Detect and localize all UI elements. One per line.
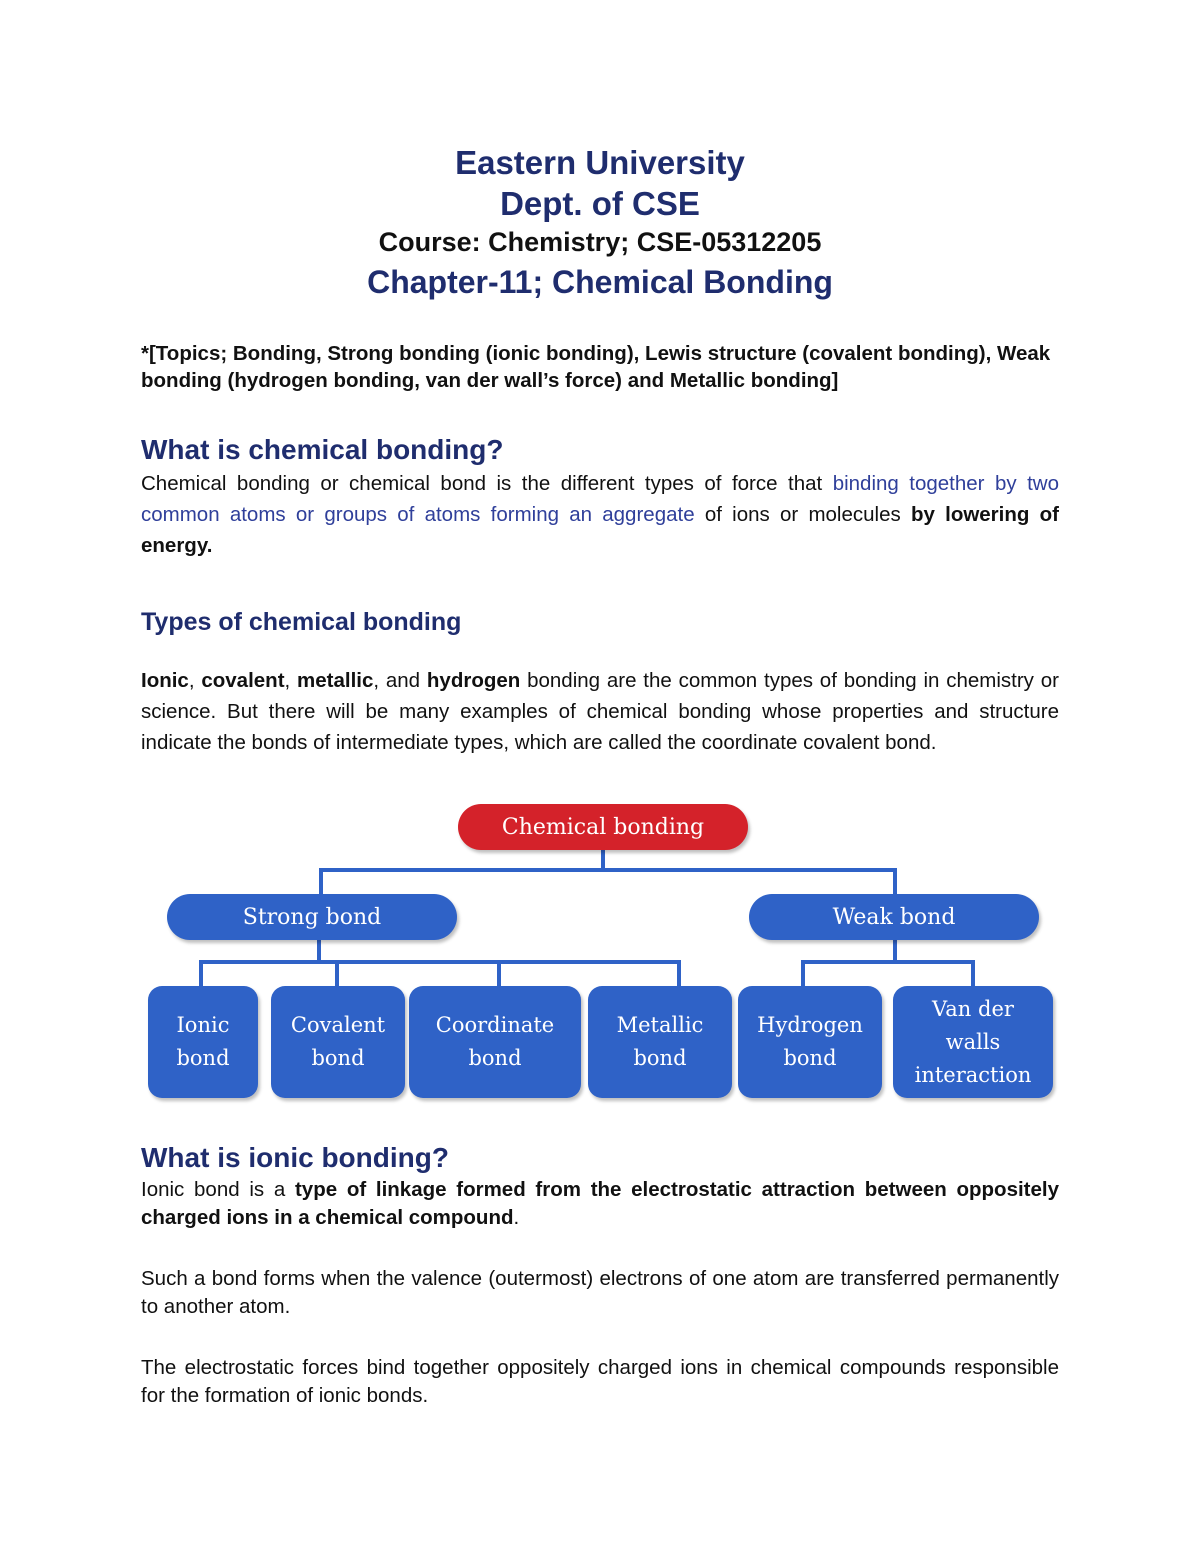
heading-types-of-chemical-bonding: Types of chemical bonding [141,608,462,636]
ionic-definition [141,1176,1059,1232]
node-strong-bond: Strong bond [167,894,457,940]
connector-line [319,868,897,872]
node-hydrogen-bond [738,986,882,1098]
node-covalent-bond [271,986,405,1098]
node-ionic-bond [148,986,258,1098]
node-label: Van der [932,996,1014,1021]
connector-line [801,960,975,964]
node-label: Coordinate [435,1013,555,1037]
connector-line [199,960,203,988]
department-name: Dept. of CSE [500,185,700,222]
node-label: bond [176,1046,230,1070]
node-label: Hydrogen [757,1013,863,1037]
heading-what-is-chemical-bonding: What is chemical bonding? [141,434,504,465]
connector-line [199,960,681,964]
ionic-bold: type of linkage formed from the electrostatic attraction between oppositely charged ions in a chemical compound [141,1178,1059,1229]
definition-highlight: binding together by two common atoms or groups of atoms forming an aggregate [141,472,1059,526]
chapter-title: Chapter-11; Chemical Bonding [367,264,833,300]
document-header [141,142,1059,304]
ionic-text: Ionic bond is a [141,1178,295,1201]
connector-line [971,960,975,988]
node-label: Metallic [616,1013,704,1037]
university-name: Eastern University [455,144,745,181]
connector-line [801,960,805,988]
node-van-der-walls [893,986,1053,1098]
term-hydrogen: hydrogen [426,669,521,692]
node-coordinate-bond [409,986,581,1098]
node-chemical-bonding: Chemical bonding [458,804,748,850]
heading-what-is-ionic-bonding: What is ionic bonding? [141,1142,449,1173]
term-ionic: Ionic [141,669,189,692]
definition-text-2: of ions or molecules [694,503,911,526]
node-label: bond [783,1046,837,1070]
node-label: Covalent [290,1013,386,1037]
node-label: Ionic [176,1013,230,1037]
node-metallic-bond [588,986,732,1098]
ionic-period: . [513,1206,520,1229]
connector-line [497,960,501,988]
document-page [141,142,1059,758]
connector-line [335,960,339,988]
node-weak-bond: Weak bond [749,894,1039,940]
separator: , [284,669,298,692]
chemical-bonding-diagram [145,800,1055,1105]
node-label: bond [633,1046,687,1070]
node-label: bond [311,1046,365,1070]
definition-bold: by lowering of energy. [141,503,1059,557]
types-description: bonding are the common types of bonding in chemistry or science. But there will be many examples of chemical bonding whose properties and structure indicate the bonds of intermediate types, which are called the coordinate covalent bond. [141,669,1059,754]
definition-text: Chemical bonding or chemical bond is the different types of force that [141,472,833,495]
connector-line [677,960,681,988]
ionic-paragraph-2: Such a bond forms when the valence (outermost) electrons of one atom are transferred permanently to another atom. [141,1267,1059,1318]
node-label: walls [945,1029,1001,1054]
topics-list: *[Topics; Bonding, Strong bonding (ionic bonding), Lewis structure (covalent bonding), Weak bonding (hydrogen bonding, van der wall’s force) and Metallic bonding] [141,342,1051,392]
course-title: Course: Chemistry; CSE-05312205 [378,227,822,257]
separator: , [188,669,202,692]
ionic-bonding-section [141,1140,1059,1410]
chemical-bonding-definition [141,468,1059,561]
node-label: interaction [914,1062,1032,1087]
ionic-paragraph-3: The electrostatic forces bind together oppositely charged ions in chemical compounds responsible for the formation of ionic bonds. [141,1356,1059,1407]
node-label: bond [468,1046,522,1070]
term-covalent: covalent [201,669,285,692]
term-metallic: metallic [297,669,374,692]
separator: , and [373,669,427,692]
types-paragraph [141,665,1059,758]
